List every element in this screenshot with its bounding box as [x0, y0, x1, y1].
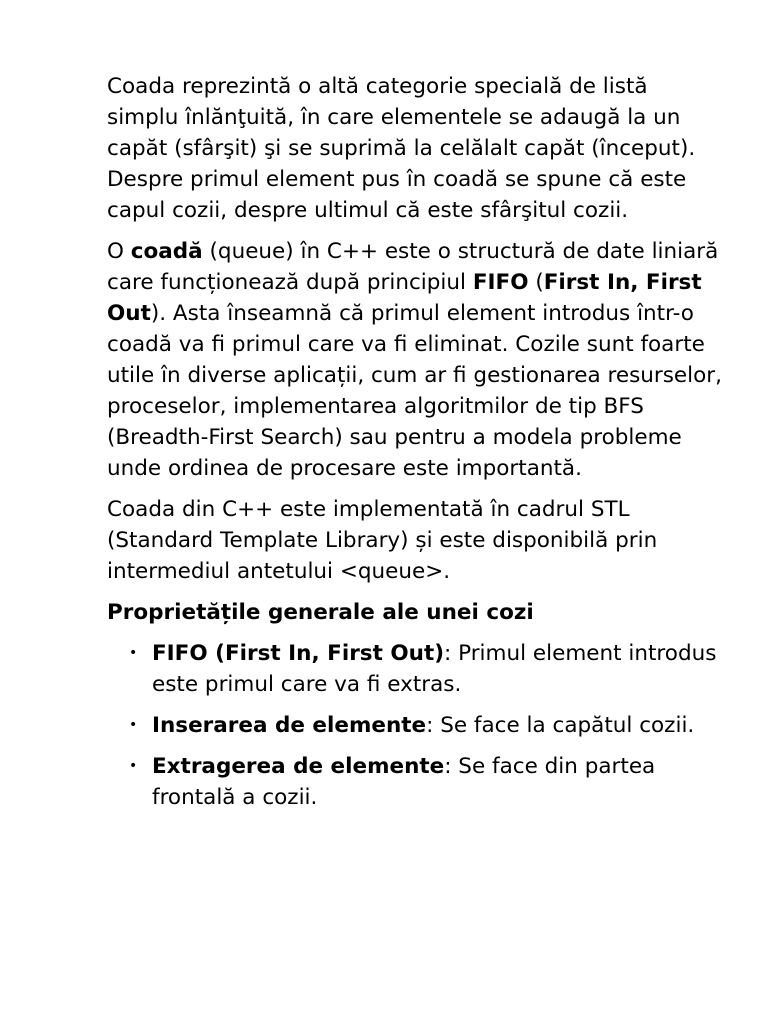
- list-item-term: Extragerea de elemente: [152, 754, 445, 779]
- paragraph-stl: Coada din C++ este implementată în cadrul STL (Standard Template Library) și este disponibilă prin intermediul antetului <queue>.: [107, 497, 658, 584]
- list-item: [107, 638, 722, 700]
- list-item-text: : Se face din partea frontală a cozii.: [152, 754, 656, 810]
- bold-term-first-in-first-out: First In, First Out: [107, 270, 702, 326]
- paragraph-queue-cpp: [107, 236, 722, 484]
- list-item-text: : Primul element introdus este primul care va fi extras.: [152, 641, 717, 697]
- bold-term-fifo: FIFO: [472, 270, 529, 295]
- list-item-term: FIFO (First In, First Out): [152, 641, 445, 666]
- properties-list: [107, 638, 722, 813]
- paragraph-queue-definition: Coada reprezintă o altă categorie specială de listă simplu înlănţuită, în care elementele se adaugă la un capăt (sfârşit) şi se suprimă la celălalt capăt (început). Despre primul element pus în coadă se spune că este capul cozii, despre ultimul că este sfârşitul cozii.: [107, 74, 696, 223]
- list-item-term: Inserarea de elemente: [152, 713, 427, 738]
- list-item-text: : Se face la capătul cozii.: [426, 713, 695, 738]
- text-run: (: [528, 270, 544, 295]
- bullet-icon: •: [129, 717, 138, 733]
- bullet-icon: •: [129, 645, 138, 661]
- bullet-icon: •: [129, 758, 138, 774]
- bold-term-coada: coadă: [130, 239, 203, 264]
- list-item: [107, 751, 722, 813]
- text-run: ). Asta înseamnă că primul element introdus într-o coadă va fi primul care va fi eliminat. Cozile sunt foarte utile în diverse aplicații, cum ar fi gestionarea resurselor, proceselor, implementarea algoritmilor de tip BFS (Breadth-First Search) sau pentru a modela probleme unde ordinea de procesare este importantă.: [107, 301, 722, 481]
- document-page: [107, 71, 722, 823]
- section-heading: Proprietățile generale ale unei cozi: [107, 600, 534, 625]
- text-run: O: [107, 239, 131, 264]
- list-item: [107, 710, 722, 741]
- text-run: (queue) în C++ este o structură de date liniară care funcționează după principiul: [107, 239, 719, 295]
